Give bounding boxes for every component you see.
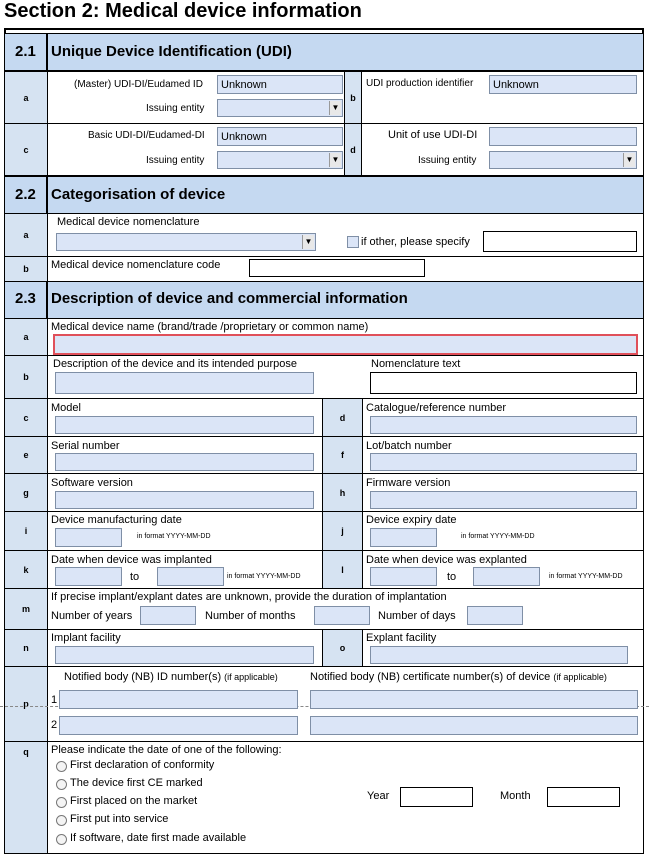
if-other-checkbox[interactable] [347,236,359,248]
row-label-2-3-q: q [4,741,48,854]
implant-facility-field[interactable] [55,646,314,664]
date-format-hint: in format YYYY-MM-DD [137,533,211,540]
basic-udi-label: Basic UDI-DI/Eudamed-DI [88,130,205,141]
year-label: Year [367,790,390,802]
firmware-field[interactable] [370,491,637,509]
catalogue-label: Catalogue/reference number [366,402,507,414]
issuing-entity-select-a[interactable] [217,99,343,117]
date-format-hint: in format YYYY-MM-DD [227,573,301,580]
row-label-2-3-k: k [4,550,48,589]
explant-facility-field[interactable] [370,646,628,664]
option-radio-2[interactable] [56,779,67,790]
row-label-a: a [4,71,48,124]
issuing-entity-label-d: Issuing entity [418,155,477,166]
row-label-2-3-h: h [322,473,363,512]
row-label-2-2-a: a [4,213,48,257]
row-label-d: d [344,123,362,176]
nb-id-field-2[interactable] [59,716,298,735]
explant-facility-label: Explant facility [366,632,437,644]
expiry-date-label: Device expiry date [366,514,457,526]
to-label: to [447,571,457,583]
expiry-date-field[interactable] [370,528,437,547]
software-label: Software version [51,477,133,489]
firmware-label: Firmware version [366,477,451,489]
device-name-field[interactable] [53,334,638,355]
if-other-label: if other, please specify [361,236,470,248]
row-label-c: c [4,123,48,176]
row-label-2-2-b: b [4,256,48,282]
implanted-date-to-field[interactable] [157,567,224,586]
date-format-hint: in format YYYY-MM-DD [549,573,623,580]
lot-field[interactable] [370,453,637,471]
chevron-down-icon: ▼ [623,153,635,167]
row-label-2-3-f: f [322,436,363,474]
explanted-date-from-field[interactable] [370,567,437,586]
row-label-2-3-d: d [322,398,363,437]
description-label: Description of the device and its intended purpose [53,358,297,370]
nomenclature-label: Medical device nomenclature [57,216,200,228]
option-label-3: First placed on the market [70,795,198,807]
option-radio-3[interactable] [56,797,67,808]
master-udi-label: (Master) UDI-DI/Eudamed ID [74,79,203,90]
issuing-entity-select-d[interactable] [489,151,637,169]
row-label-2-3-a: a [4,318,48,356]
option-radio-5[interactable] [56,834,67,845]
section-2-2-title: Categorisation of device [51,186,226,203]
months-label: Number of months [205,610,296,622]
master-udi-field[interactable]: Unknown [217,75,343,94]
nomenclature-code-field[interactable] [249,259,425,277]
row-number-2: 2 [51,719,58,731]
option-radio-4[interactable] [56,815,67,826]
chevron-down-icon: ▼ [329,153,341,167]
row-label-2-3-i: i [4,511,48,551]
chevron-down-icon: ▼ [302,235,314,249]
row-label-b: b [344,71,362,124]
nb-cert-field-1[interactable] [310,690,638,709]
udi-production-field[interactable]: Unknown [489,75,637,94]
nb-id-field-1[interactable] [59,690,298,709]
implanted-date-label: Date when device was implanted [51,554,212,566]
model-field[interactable] [55,416,314,434]
explanted-date-to-field[interactable] [473,567,540,586]
nb-cert-field-2[interactable] [310,716,638,735]
row-label-2-3-e: e [4,436,48,474]
date-format-hint: in format YYYY-MM-DD [461,533,535,540]
nomenclature-select[interactable] [56,233,316,251]
row-label-2-3-l: l [322,550,363,589]
section-2-3-title: Description of device and commercial information [51,290,408,307]
nomenclature-text-field[interactable] [370,372,637,394]
option-label-2: The device first CE marked [70,777,203,789]
days-field[interactable] [467,606,523,625]
nb-id-label: Notified body (NB) ID number(s) (if applicable) [64,671,278,683]
row-label-2-3-o: o [322,629,363,667]
section-2-1-number: 2.1 [15,43,36,60]
nomenclature-code-label: Medical device nomenclature code [51,259,221,271]
row-label-2-3-c: c [4,398,48,437]
row-label-2-3-m: m [4,588,48,630]
device-name-label: Medical device name (brand/trade /proprietary or common name) [51,321,369,333]
row-number-1: 1 [51,694,58,706]
date-prompt-label: Please indicate the date of one of the following: [51,744,282,756]
months-field[interactable] [314,606,370,625]
month-field[interactable] [547,787,620,807]
row-label-2-3-b: b [4,355,48,399]
if-other-field[interactable] [483,231,637,252]
issuing-entity-select-c[interactable] [217,151,343,169]
row-label-2-3-j: j [322,511,363,551]
row-label-2-3-n: n [4,629,48,667]
model-label: Model [51,402,81,414]
option-radio-1[interactable] [56,761,67,772]
section-2-3-number: 2.3 [15,290,36,307]
catalogue-field[interactable] [370,416,637,434]
udi-production-label: UDI production identifier [366,78,474,89]
manufacturing-date-label: Device manufacturing date [51,514,182,526]
nomenclature-text-label: Nomenclature text [371,358,461,370]
years-label: Number of years [51,610,133,622]
to-label: to [130,571,140,583]
issuing-entity-label-c: Issuing entity [146,155,205,166]
month-label: Month [500,790,531,802]
option-label-4: First put into service [70,813,169,825]
years-field[interactable] [140,606,196,625]
option-label-5: If software, date first made available [70,832,247,844]
basic-udi-field[interactable]: Unknown [217,127,343,146]
serial-label: Serial number [51,440,120,452]
duration-label: If precise implant/explant dates are unknown, provide the duration of implantation [51,591,447,603]
year-field[interactable] [400,787,473,807]
lot-label: Lot/batch number [366,440,452,452]
chevron-down-icon: ▼ [329,101,341,115]
row-label-2-3-p: p [4,666,48,742]
option-label-1: First declaration of conformity [70,759,215,771]
section-2-2-number: 2.2 [15,186,36,203]
explanted-date-label: Date when device was explanted [366,554,527,566]
nb-cert-label: Notified body (NB) certificate number(s) of device (if applicable) [310,671,607,683]
issuing-entity-label: Issuing entity [146,103,205,114]
serial-field[interactable] [55,453,314,471]
days-label: Number of days [378,610,456,622]
implant-facility-label: Implant facility [51,632,121,644]
unit-of-use-label: Unit of use UDI-DI [388,129,478,141]
row-label-2-3-g: g [4,473,48,512]
description-field[interactable] [55,372,314,394]
software-field[interactable] [55,491,314,509]
implanted-date-from-field[interactable] [55,567,122,586]
section-title: Section 2: Medical device information [4,0,362,22]
section-2-1-title: Unique Device Identification (UDI) [51,43,292,60]
unit-of-use-field[interactable] [489,127,637,146]
manufacturing-date-field[interactable] [55,528,122,547]
